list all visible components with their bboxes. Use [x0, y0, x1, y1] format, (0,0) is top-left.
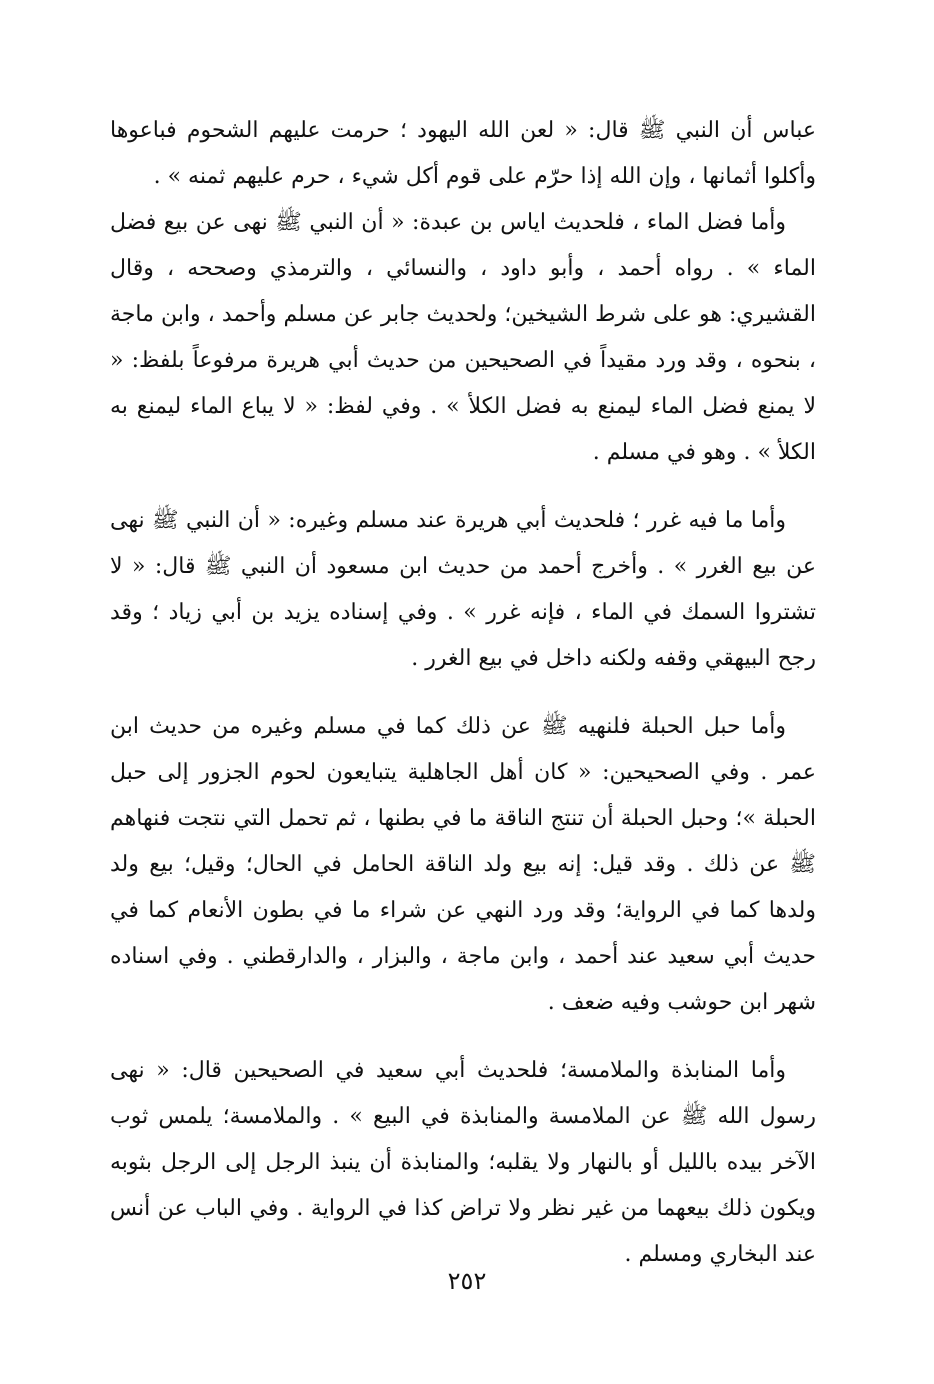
- page-body: [110, 108, 816, 1278]
- paragraph-3: وأما ما فيه غرر ؛ فلحديث أبي هريرة عند مسلم وغيره: « أن النبي ﷺ نهى عن بيع الغرر » . وأخرج أحمد من حديث ابن مسعود أن النبي ﷺ قال: « لا تشتروا السمك في الماء ، فإنه غرر » . وفي إسناده يزيد بن أبي زياد ؛ وقد رجح البيهقي وقفه ولكنه داخل في بيع الغرر .: [110, 508, 816, 671]
- paragraph-4: وأما حبل الحبلة فلنهيه ﷺ عن ذلك كما في مسلم وغيره من حديث ابن عمر . وفي الصحيحين: « كان أهل الجاهلية يتبايعون لحوم الجزور إلى حبل الحبلة »؛ وحبل الحبلة أن تنتج الناقة ما في بطنها ، ثم تحمل التي نتجت فنهاهم ﷺ عن ذلك . وقد قيل: إنه بيع ولد الناقة الحامل في الحال؛ وقيل؛ بيع ولد ولدها كما في الرواية؛ وقد ورد النهي عن شراء ما في بطون الأنعام كما في حديث أبي سعيد عند أحمد ، وابن ماجة ، والبزار ، والدارقطني . وفي اسناده شهر ابن حوشب وفيه ضعف .: [110, 714, 816, 1015]
- page-number: ٢٥٢: [447, 1267, 487, 1295]
- paragraph-5: وأما المنابذة والملامسة؛ فلحديث أبي سعيد في الصحيحين قال: « نهى رسول الله ﷺ عن الملامسة والمنابذة في البيع » . والملامسة؛ يلمس ثوب الآخر بيده بالليل أو بالنهار ولا يقلبه؛ والمنابذة أن ينبذ الرجل إلى الرجل بثوبه ويكون ذلك بيعهما من غير نظر ولا تراض كذا في الرواية . وفي الباب عن أنس عند البخاري ومسلم .: [110, 1058, 816, 1267]
- paragraph-1: عباس أن النبي ﷺ قال: « لعن الله اليهود ؛ حرمت عليهم الشحوم فباعوها وأكلوا أثمانها ، وإن الله إذا حرّم على قوم أكل شيء ، حرم عليهم ثمنه » .: [110, 118, 816, 189]
- paragraph-2: وأما فضل الماء ، فلحديث اياس بن عبدة: « أن النبي ﷺ نهى عن بيع فضل الماء » . رواه أحمد ، وأبو داود ، والنسائي ، والترمذي وصححه ، وقال القشيري: هو على شرط الشيخين؛ ولحديث جابر عن مسلم وأحمد ، وابن ماجة ، بنحوه ، وقد ورد مقيداً في الصحيحين من حديث أبي هريرة مرفوعاً بلفظ: « لا يمنع فضل الماء ليمنع به فضل الكلأ » . وفي لفظ: « لا يباع الماء ليمنع به الكلأ » . وهو في مسلم .: [110, 210, 816, 465]
